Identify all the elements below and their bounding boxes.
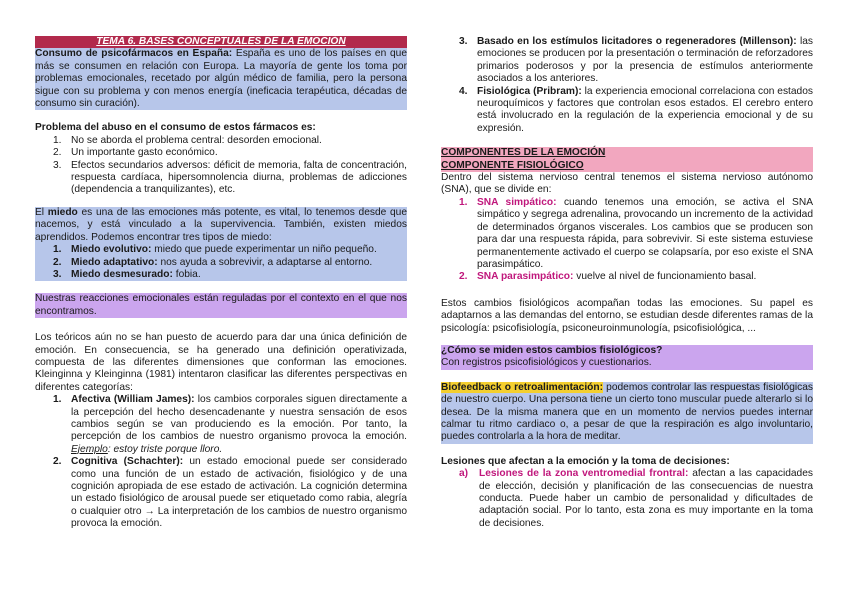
- lesiones-list: [441, 468, 813, 530]
- reacciones-block: Nuestras reacciones emocionales están reguladas por el contexto en el que nos encontramos.: [35, 293, 407, 317]
- miedo-pre: El: [35, 206, 48, 218]
- list-item: 2. SNA parasimpático: vuelve al nivel de funcionamiento basal.: [459, 271, 757, 283]
- consumo-heading: Consumo de psicofármacos en España:: [35, 48, 233, 60]
- cambios-text: Estos cambios fisiológicos acompañan todas las emociones. Su papel es adaptarnos a las demandas del entorno, se estudian desde diferentes ramas de la psicología: psicofisiología, psiconeuroinmunología, psicofisiológica, ...: [441, 297, 813, 334]
- biofeedback-label: Biofeedback o retroalimentación:: [441, 381, 603, 393]
- list-item: 2. Cognitiva (Schachter): un estado emocional puede ser considerado como una función de un estado de activación, fisiológico y de una cognición apropiada de ese estado de activación. La cognición determina un estado fisiológico de arousal puede ser etiquetado como rabia, alegría o cualquier otro → La interpretación de los cambios de nuestro organismo provoca la emoción.: [53, 456, 407, 530]
- page-title: TEMA 6. BASES CONCEPTUALES DE LA EMOCIÓN: [35, 36, 407, 48]
- teoricos-list: [35, 394, 407, 530]
- miedo-keyword: miedo: [47, 206, 78, 218]
- list-item: 3. Basado en los estímulos licitadores o regeneradores (Millenson): las emociones se producen por la presentación o terminación de reforzadores primarios poderosos y por la presencia de estímulos anteriormente asociados a los anteriores.: [459, 36, 813, 85]
- list-item: 1. No se aborda el problema central: desorden emocional.: [53, 134, 322, 146]
- sna-list: [441, 197, 813, 284]
- consumo-block: [35, 48, 407, 110]
- list-item: 2. Un importante gasto económico.: [53, 147, 218, 159]
- componentes-heading: COMPONENTES DE LA EMOCIÓN: [441, 147, 813, 159]
- abuso-list: [35, 135, 407, 197]
- list-item: 1. Miedo evolutivo: miedo que puede experimentar un niño pequeño.: [53, 244, 377, 256]
- list-item: 1. SNA simpático: cuando tenemos una emoción, se activa el SNA simpático y segrega adrenalina, provocando un incremento de la actividad de determinados órganos viscerales. Los cambios que se producen son para dar una respuesta rápida, para sobrevivir. Si este sistema estuviese permanentemente activado el cuerpo se colapsaría, por eso existe el SNA parasimpático.: [459, 196, 813, 270]
- list-item: 3. Miedo desmesurado: fobia.: [53, 268, 201, 280]
- fisiologico-heading: COMPONENTE FISIOLÓGICO: [441, 160, 813, 172]
- list-item: 1. Afectiva (William James): los cambios corporales siguen directamente a la percepción del hecho desencadenante y nuestra sensación de esos cambios según se van produciendo es la emoción. Por tanto, la percepción de los cambios de nuestro organismo provoca la emoción. Ejemplo: estoy triste porque lloro.: [53, 394, 407, 455]
- teoricos-text: Los teóricos aún no se han puesto de acuerdo para dar una única definición de emoción. En consecuencia, se ha generado una definición operativizada, compuesta de las diferentes dimensiones que conforman las emociones. Kleinginna y Kleinginna (1981) intentaron clasificar las diferentes perspectivas en diferentes categorías:: [35, 332, 407, 393]
- miedo-block: [35, 207, 407, 281]
- list-item: 3. Efectos secundarios adversos: déficit de memoria, falta de concentración, respuesta cardíaca, hipersomnolencia diurna, problemas de adicciones (dependencia a tranquilizantes), etc.: [53, 159, 407, 196]
- list-item: 4. Fisiológica (Pribram): la experiencia emocional correlaciona con estados neuroquímicos y factores que controlan esos estados. El cerebro entero está involucrado en la regulación de la experiencia emocional y de su expresión.: [459, 85, 813, 134]
- biofeedback-block: [441, 382, 813, 444]
- biofeedback-text: podemos controlar las respuestas fisiológicas de nuestro cuerpo. Una persona tiene un cierto tono muscular puede alterarlo si lo desea. De la misma manera que en un momento de nervios puedes internar calmar tu ritmo cardiaco o, a pesar de que la respiración es algo involuntario, puedes controlarla a la hora de meditar.: [441, 381, 813, 443]
- list-item: 2. Miedo adaptativo: nos ayuda a sobrevivir, a adaptarse al entorno.: [53, 256, 373, 268]
- consumo-text: España es uno de los países en que más se consumen en relación con Europa. La mayoría de gente los toma por problemas emocionales, recetado por algún médico de familia, pero la persona sigue con su problema y con menos energía (ineficacia terapéutica, décadas de consumo sin curación).: [35, 48, 407, 110]
- continued-list: [441, 36, 813, 135]
- miden-answer: Con registros psicofisiológicos y cuestionarios.: [441, 357, 652, 369]
- sna-intro: Dentro del sistema nervioso central tenemos el sistema nervioso autónomo (SNA), que se divide en:: [441, 172, 813, 196]
- miden-block: [441, 345, 813, 370]
- left-column: [35, 36, 407, 531]
- right-column: [441, 36, 813, 530]
- miden-question: ¿Cómo se miden estos cambios fisiológicos?: [441, 344, 663, 356]
- lesiones-heading: Lesiones que afectan a la emoción y la toma de decisiones:: [441, 455, 730, 467]
- miedo-text: es una de las emociones más potente, es vital, lo tenemos desde que nacemos, y está vinculado a la supervivencia. También, existen miedos aprendidos. Podemos encontrar tres tipos de miedo:: [35, 206, 408, 243]
- abuso-heading: Problema del abuso en el consumo de estos fármacos es:: [35, 122, 316, 134]
- list-item: a) Lesiones de la zona ventromedial frontral: afectan a las capacidades de elección, decisión y planificación de las consecuencias de nuestra conducta. Puede haber un cambio de personalidad y dificultades de adaptación social. Por lo tanto, esta zona es muy importante en la toma de decisiones.: [459, 468, 813, 529]
